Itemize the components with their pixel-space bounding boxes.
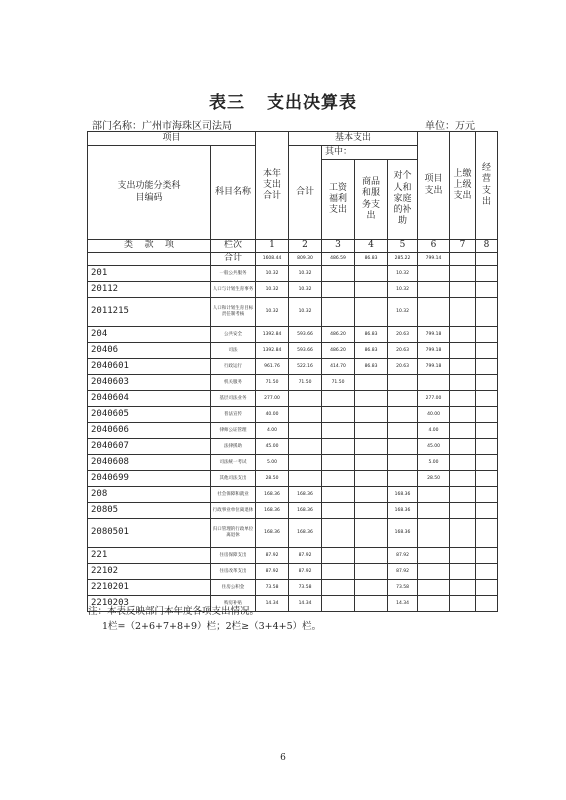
- table-cell: 87.92: [388, 548, 418, 564]
- table-cell: 14.34: [289, 596, 322, 612]
- table-cell: [388, 375, 418, 391]
- table-cell: 71.50: [256, 375, 289, 391]
- header-operating: 经营支出: [476, 132, 498, 240]
- table-cell: [322, 548, 355, 564]
- table-row: [88, 266, 498, 282]
- header-qizhong: 其中：: [322, 146, 418, 160]
- table-cell: 10.32: [289, 282, 322, 298]
- table-cell: [450, 266, 476, 282]
- table-cell: [418, 375, 450, 391]
- row-subject-name: 人口和计划生育目标责任制考核: [211, 298, 256, 327]
- table-cell: [476, 519, 498, 548]
- table-cell: [476, 580, 498, 596]
- table-row: [88, 487, 498, 503]
- table-row: [88, 455, 498, 471]
- table-cell: 168.36: [289, 519, 322, 548]
- table-cell: 168.36: [388, 487, 418, 503]
- table-cell: 1392.84: [256, 343, 289, 359]
- table-cell: [450, 327, 476, 343]
- table-cell: [289, 455, 322, 471]
- table-cell: [289, 391, 322, 407]
- note-line-2: 1栏=（2+6+7+8+9）栏；2栏≥（3+4+5）栏。: [102, 621, 322, 632]
- table-cell: 40.00: [256, 407, 289, 423]
- table-cell: [476, 359, 498, 375]
- table-cell: [355, 439, 388, 455]
- table-cell: [289, 407, 322, 423]
- header-lei-kuan-xiang: [88, 240, 211, 253]
- table-cell: 809.30: [289, 253, 322, 266]
- table-cell: 10.32: [388, 282, 418, 298]
- table-cell: [322, 266, 355, 282]
- table-cell: 961.76: [256, 359, 289, 375]
- table-cell: 10.32: [388, 298, 418, 327]
- table-cell: [418, 548, 450, 564]
- table-cell: [476, 298, 498, 327]
- table-cell: 486.59: [322, 253, 355, 266]
- table-row: [88, 471, 498, 487]
- table-cell: 20.63: [388, 343, 418, 359]
- table-cell: 87.92: [256, 564, 289, 580]
- table-cell: 486.20: [322, 343, 355, 359]
- table-cell: 285.22: [388, 253, 418, 266]
- table-row: [88, 359, 498, 375]
- table-cell: [450, 548, 476, 564]
- table-cell: 45.00: [256, 439, 289, 455]
- table-cell: [476, 503, 498, 519]
- page-title: [0, 88, 566, 113]
- table-cell: 799.18: [418, 343, 450, 359]
- row-code: 2040608: [88, 455, 211, 471]
- table-cell: [355, 266, 388, 282]
- header-func-code: 支出功能分类科目编码: [88, 146, 211, 240]
- table-cell: [388, 423, 418, 439]
- table-cell: [450, 519, 476, 548]
- table-cell: 4.00: [418, 423, 450, 439]
- table-cell: 1392.84: [256, 327, 289, 343]
- header-total-year: 本年支出合计: [256, 132, 289, 240]
- header-basic: 基本支出: [289, 132, 418, 146]
- header-upper: 上缴上级支出: [450, 132, 476, 240]
- table-cell: [322, 596, 355, 612]
- table-row: [88, 391, 498, 407]
- table-cell: 4.00: [256, 423, 289, 439]
- header-lei: 类: [124, 240, 134, 251]
- table-cell: [322, 282, 355, 298]
- row-subject-name: 一般公共服务: [211, 266, 256, 282]
- table-cell: [476, 487, 498, 503]
- table-cell: [355, 407, 388, 423]
- col-number: 2: [289, 240, 322, 253]
- table-cell: 10.32: [256, 266, 289, 282]
- table-cell: [388, 455, 418, 471]
- table-cell: 168.36: [388, 503, 418, 519]
- table-cell: [450, 359, 476, 375]
- row-subject-name: 住房改革支出: [211, 564, 256, 580]
- table-cell: [476, 423, 498, 439]
- table-cell: [322, 487, 355, 503]
- table-cell: 45.00: [418, 439, 450, 455]
- table-cell: 14.34: [256, 596, 289, 612]
- table-cell: [355, 503, 388, 519]
- col-number: 8: [476, 240, 498, 253]
- table-cell: [322, 519, 355, 548]
- table-cell: [418, 487, 450, 503]
- table-cell: 277.00: [418, 391, 450, 407]
- col-number: 4: [355, 240, 388, 253]
- table-cell: [355, 564, 388, 580]
- table-cell: 10.32: [388, 266, 418, 282]
- header-subtotal: 合计: [289, 146, 322, 240]
- table-cell: [450, 596, 476, 612]
- table-cell: [450, 564, 476, 580]
- table-cell: 73.58: [256, 580, 289, 596]
- table-cell: [289, 439, 322, 455]
- table-cell: 73.58: [388, 580, 418, 596]
- row-code: 2040601: [88, 359, 211, 375]
- table-cell: 28.50: [418, 471, 450, 487]
- table-cell: [450, 580, 476, 596]
- row-subject-name: 社会保障和就业: [211, 487, 256, 503]
- table-cell: [476, 471, 498, 487]
- table-cell: [476, 596, 498, 612]
- row-code: 2011215: [88, 298, 211, 327]
- department-name: 部门名称：广州市海珠区司法局: [92, 121, 232, 132]
- table-cell: [450, 343, 476, 359]
- table-row: [88, 327, 498, 343]
- table-row: [88, 439, 498, 455]
- row-subject-name: 公共安全: [211, 327, 256, 343]
- row-subject-name: 住房公积金: [211, 580, 256, 596]
- expenditure-table: [87, 131, 498, 612]
- table-cell: 522.16: [289, 359, 322, 375]
- table-cell: [418, 266, 450, 282]
- note-line-1: 注：本表反映部门本年度各项支出情况。: [88, 606, 260, 617]
- table-cell: 1608.44: [256, 253, 289, 266]
- row-code: 22102: [88, 564, 211, 580]
- table-cell: [450, 487, 476, 503]
- table-cell: 86.83: [355, 327, 388, 343]
- table-cell: 86.83: [355, 343, 388, 359]
- table-cell: 10.32: [289, 298, 322, 327]
- table-cell: [355, 519, 388, 548]
- row-code: 221: [88, 548, 211, 564]
- header-project: 项目支出: [418, 132, 450, 240]
- table-cell: [355, 596, 388, 612]
- table-cell: [355, 391, 388, 407]
- table-cell: [450, 439, 476, 455]
- table-notes: [88, 604, 321, 634]
- table-cell: [388, 439, 418, 455]
- row-subject-name: 普法宣传: [211, 407, 256, 423]
- table-cell: [418, 503, 450, 519]
- row-subject-name: 司法统一考试: [211, 455, 256, 471]
- table-cell: 168.36: [388, 519, 418, 548]
- table-row: [88, 503, 498, 519]
- header-lanci: 栏次: [211, 240, 256, 253]
- table-cell: 593.66: [289, 327, 322, 343]
- table-cell: 10.32: [289, 266, 322, 282]
- table-cell: [322, 455, 355, 471]
- col-number: 3: [322, 240, 355, 253]
- table-cell: [476, 253, 498, 266]
- table-cell: 5.00: [256, 455, 289, 471]
- table-cell: 20.63: [388, 327, 418, 343]
- row-code: 2040606: [88, 423, 211, 439]
- table-cell: [476, 548, 498, 564]
- table-cell: [476, 439, 498, 455]
- table-cell: [476, 343, 498, 359]
- table-cell: [450, 423, 476, 439]
- table-cell: [476, 391, 498, 407]
- col-number: 5: [388, 240, 418, 253]
- row-subject-name: 机关服务: [211, 375, 256, 391]
- row-subject-name: 归口管理的行政单位离退休: [211, 519, 256, 548]
- table-cell: 20.63: [388, 359, 418, 375]
- total-row-blank: [88, 253, 211, 266]
- table-cell: [450, 391, 476, 407]
- row-subject-name: 律师公证管理: [211, 423, 256, 439]
- table-cell: [476, 407, 498, 423]
- table-cell: [322, 471, 355, 487]
- table-cell: [418, 580, 450, 596]
- table-cell: 277.00: [256, 391, 289, 407]
- table-row: [88, 519, 498, 548]
- table-cell: [476, 266, 498, 282]
- row-subject-name: 基层司法业务: [211, 391, 256, 407]
- table-cell: [355, 298, 388, 327]
- table-row: [88, 580, 498, 596]
- header-personal: 对个人和家庭的补助: [388, 160, 418, 240]
- table-cell: 28.50: [256, 471, 289, 487]
- table-cell: 71.50: [322, 375, 355, 391]
- col-number: 1: [256, 240, 289, 253]
- table-row: [88, 407, 498, 423]
- table-cell: [355, 423, 388, 439]
- row-code: 2080501: [88, 519, 211, 548]
- table-cell: [322, 391, 355, 407]
- row-code: 2040607: [88, 439, 211, 455]
- table-cell: [322, 580, 355, 596]
- table-cell: 86.83: [355, 253, 388, 266]
- table-cell: 5.00: [418, 455, 450, 471]
- header-goods: 商品和服务支出: [355, 160, 388, 240]
- table-cell: [322, 564, 355, 580]
- table-cell: 799.18: [418, 359, 450, 375]
- row-subject-name: 住房保障支出: [211, 548, 256, 564]
- table-cell: [322, 298, 355, 327]
- row-subject-name: 人口与计划生育事务: [211, 282, 256, 298]
- table-cell: [355, 580, 388, 596]
- col-number: 7: [450, 240, 476, 253]
- table-cell: 10.32: [256, 282, 289, 298]
- table-cell: 71.50: [289, 375, 322, 391]
- table-row: [88, 423, 498, 439]
- table-cell: [418, 596, 450, 612]
- table-cell: [450, 253, 476, 266]
- row-code: 2040605: [88, 407, 211, 423]
- row-subject-name: 行政事业单位离退休: [211, 503, 256, 519]
- table-cell: [418, 282, 450, 298]
- row-subject-name: 司法: [211, 343, 256, 359]
- table-cell: 168.36: [256, 487, 289, 503]
- title-table-number: 表三: [209, 93, 245, 113]
- header-wage: 工资福利支出: [322, 160, 355, 240]
- row-code: 201: [88, 266, 211, 282]
- table-cell: [322, 439, 355, 455]
- table-cell: [476, 375, 498, 391]
- table-cell: 73.58: [289, 580, 322, 596]
- table-cell: [355, 282, 388, 298]
- table-cell: [418, 519, 450, 548]
- table-cell: 10.32: [256, 298, 289, 327]
- row-code: 20112: [88, 282, 211, 298]
- table-cell: 593.66: [289, 343, 322, 359]
- header-subject-name: 科目名称: [211, 146, 256, 240]
- row-code: 20805: [88, 503, 211, 519]
- header-xiang: 项: [164, 240, 174, 251]
- table-cell: 799.14: [418, 253, 450, 266]
- total-row: [88, 253, 498, 266]
- table-cell: [418, 564, 450, 580]
- table-cell: [355, 487, 388, 503]
- title-text: 支出决算表: [267, 93, 357, 113]
- table-cell: [355, 471, 388, 487]
- table-cell: [476, 455, 498, 471]
- table-cell: [450, 375, 476, 391]
- table-cell: [388, 391, 418, 407]
- row-code: 2040604: [88, 391, 211, 407]
- table-cell: [322, 407, 355, 423]
- row-subject-name: 购房补贴: [211, 596, 256, 612]
- table-cell: 87.92: [289, 548, 322, 564]
- row-subject-name: 行政运行: [211, 359, 256, 375]
- row-code: 2040603: [88, 375, 211, 391]
- row-code: 20406: [88, 343, 211, 359]
- row-code: 2210201: [88, 580, 211, 596]
- table-row: [88, 564, 498, 580]
- table-cell: 86.83: [355, 359, 388, 375]
- table-cell: [418, 298, 450, 327]
- table-cell: [355, 375, 388, 391]
- unit-label: 单位：万元: [425, 121, 475, 132]
- header-item: 项目: [88, 132, 256, 146]
- table-cell: [289, 471, 322, 487]
- row-code: 208: [88, 487, 211, 503]
- table-cell: 87.92: [289, 564, 322, 580]
- header-heji: 合计: [211, 253, 256, 266]
- table-cell: [322, 423, 355, 439]
- table-row: [88, 375, 498, 391]
- table-cell: [476, 282, 498, 298]
- table-cell: 87.92: [256, 548, 289, 564]
- table-cell: [388, 407, 418, 423]
- table-cell: [289, 423, 322, 439]
- table-row: [88, 282, 498, 298]
- table-row: [88, 343, 498, 359]
- col-number: 6: [418, 240, 450, 253]
- table-cell: 168.36: [256, 519, 289, 548]
- table-cell: 168.36: [289, 487, 322, 503]
- table-row: [88, 298, 498, 327]
- table-cell: [355, 548, 388, 564]
- table-cell: [450, 455, 476, 471]
- table-cell: [355, 455, 388, 471]
- table-cell: 87.92: [388, 564, 418, 580]
- table-cell: 168.36: [256, 503, 289, 519]
- row-code: 204: [88, 327, 211, 343]
- table-cell: 414.70: [322, 359, 355, 375]
- table-cell: 14.34: [388, 596, 418, 612]
- table-cell: [322, 503, 355, 519]
- table-row: [88, 548, 498, 564]
- row-subject-name: 其他司法支出: [211, 471, 256, 487]
- table-cell: [450, 282, 476, 298]
- table-cell: [388, 471, 418, 487]
- row-code: 2210203: [88, 596, 211, 612]
- table-cell: [476, 564, 498, 580]
- table-cell: [476, 327, 498, 343]
- table-cell: 799.18: [418, 327, 450, 343]
- table-cell: 40.00: [418, 407, 450, 423]
- row-code: 2040699: [88, 471, 211, 487]
- header-kuan: 款: [144, 240, 154, 251]
- table-cell: 486.20: [322, 327, 355, 343]
- page-number: 6: [280, 753, 286, 763]
- table-cell: 168.36: [289, 503, 322, 519]
- table-cell: [450, 298, 476, 327]
- table-cell: [450, 471, 476, 487]
- table-cell: [450, 407, 476, 423]
- table-cell: [450, 503, 476, 519]
- row-subject-name: 法律援助: [211, 439, 256, 455]
